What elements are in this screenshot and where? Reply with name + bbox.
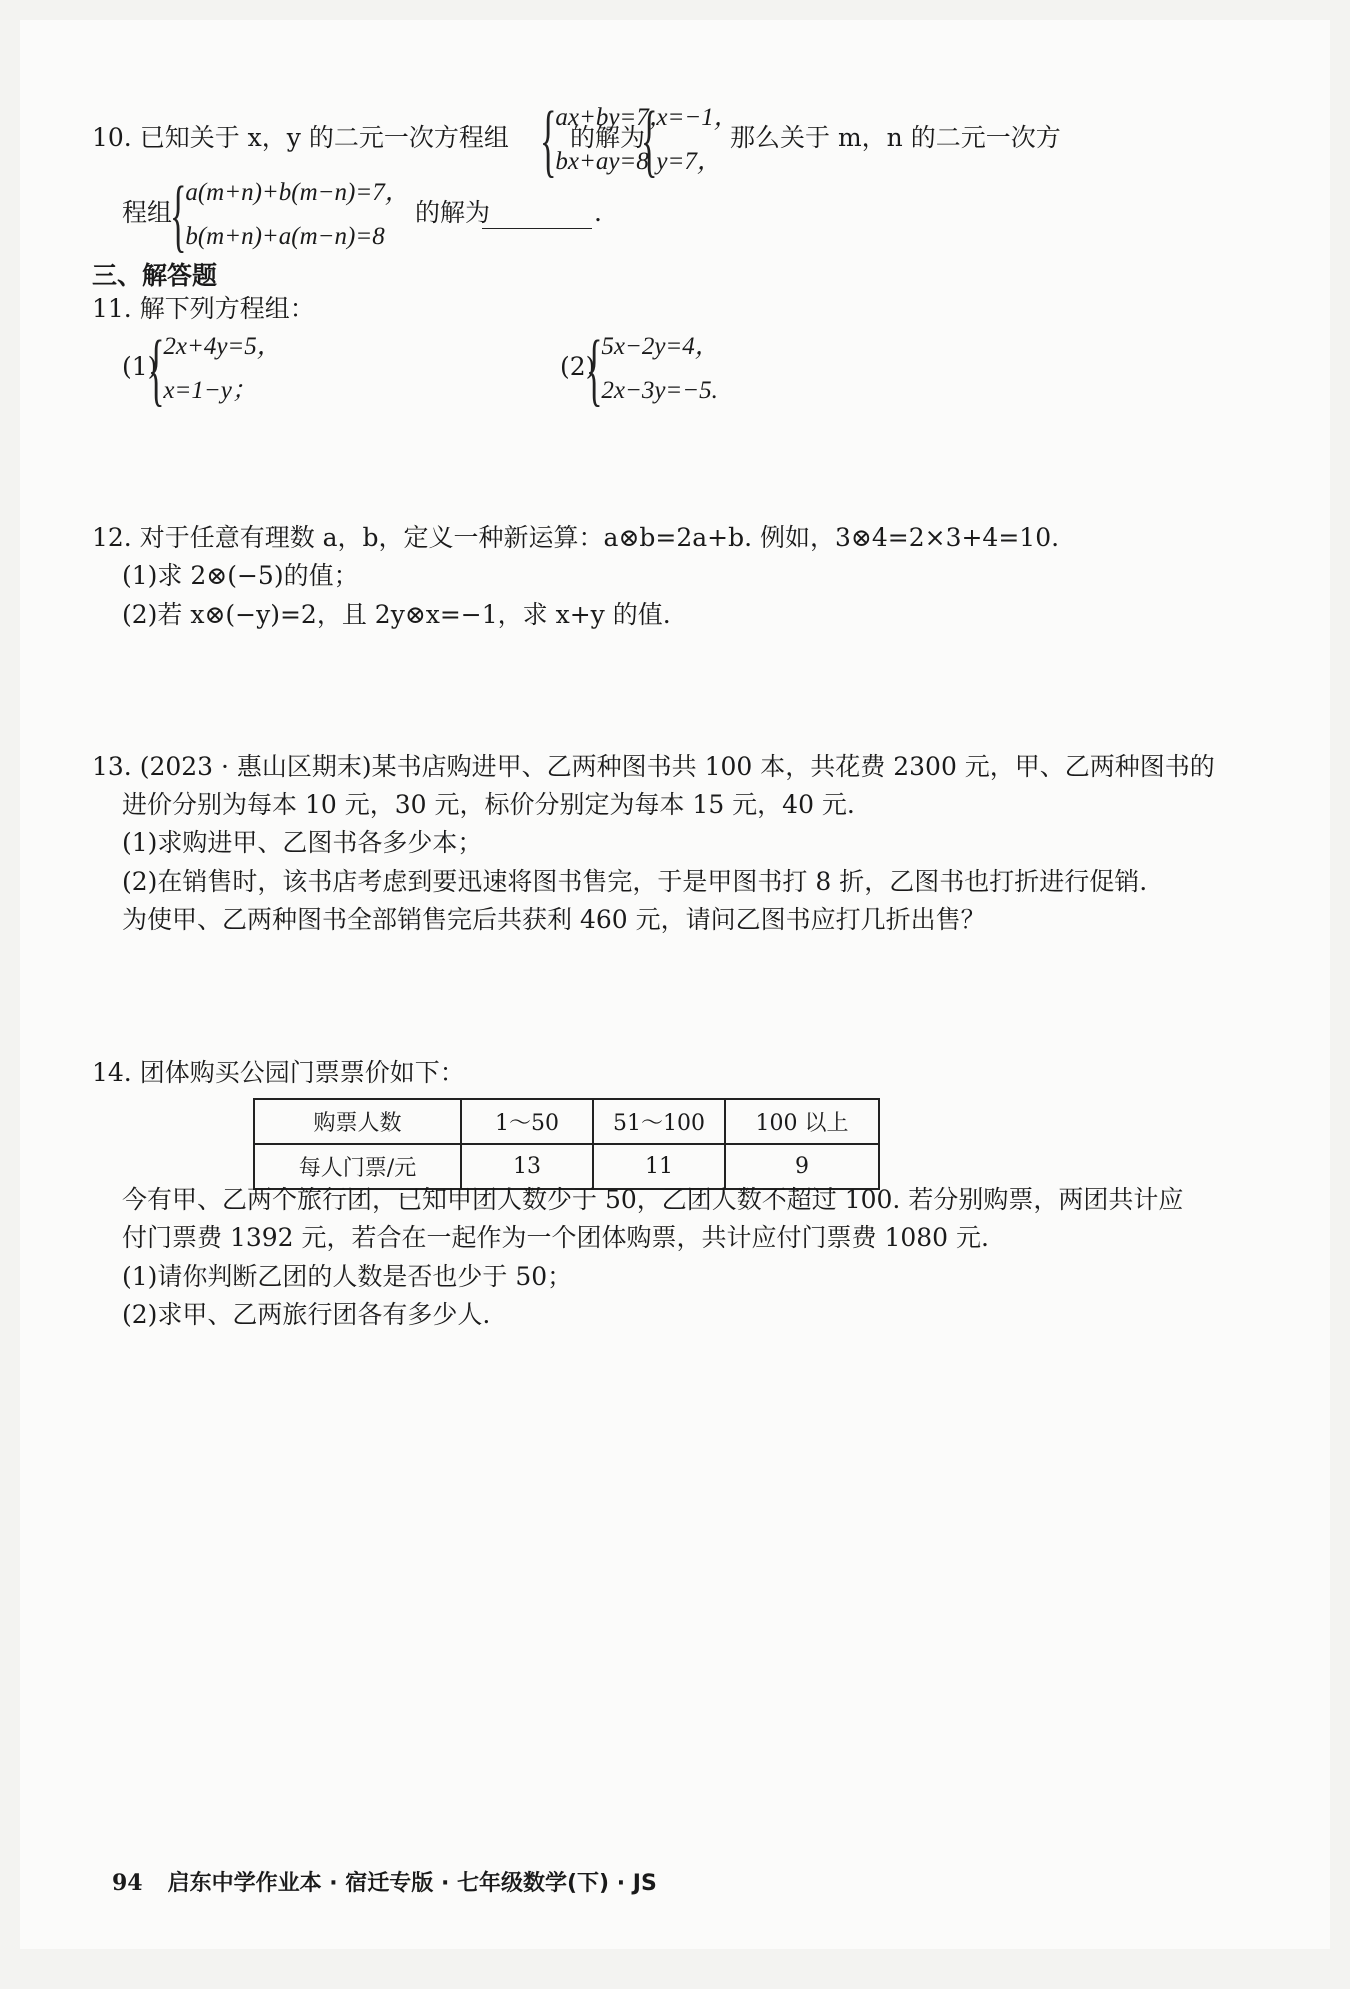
q10-system-3	[170, 171, 410, 259]
q13-part1: (1)求购进甲、乙图书各多少本；	[122, 828, 483, 857]
q11-stem: 11. 解下列方程组：	[92, 294, 315, 323]
q10-line2-suffix: 的解为	[415, 198, 491, 227]
q10-prefix: 10. 已知关于 x，y 的二元一次方程组	[92, 123, 509, 152]
q11-part1-system	[148, 325, 282, 413]
q13-line2: 进价分别为每本 10 元，30 元，标价分别定为每本 15 元，40 元.	[122, 790, 855, 819]
brace-icon: {	[586, 323, 603, 414]
q10-mid: 的解为	[570, 123, 646, 152]
equation: 2x+4y=5，	[163, 333, 282, 360]
brace-icon: {	[170, 169, 187, 260]
equation: b(m+n)+a(m−n)=8	[185, 223, 385, 250]
q10-line2-prefix: 程组	[122, 198, 173, 227]
q10-system-2	[641, 96, 739, 184]
q12-part2: (2)若 x⊗(−y)=2，且 2y⊗x=−1，求 x+y 的值.	[122, 600, 671, 629]
page-footer	[112, 1866, 657, 1897]
q10-suffix: 那么关于 m，n 的二元一次方	[730, 123, 1061, 152]
page-number: 94	[112, 1870, 143, 1896]
q11-part2-system	[586, 325, 720, 413]
table-row	[254, 1099, 879, 1144]
equation: y=7，	[656, 148, 722, 175]
q13-line1: 13. (2023 · 惠山区期末)某书店购进甲、乙两种图书共 100 本，共花费 2300 元，甲、乙两种图书的	[92, 752, 1215, 781]
equation: x=−1，	[656, 104, 739, 131]
q11-part2-label: (2)	[560, 352, 596, 381]
table-cell: 11	[593, 1144, 725, 1189]
table-cell: 13	[461, 1144, 593, 1189]
table-cell: 9	[725, 1144, 879, 1189]
book-series-title: 启东中学作业本 · 宿迁专版 · 七年级数学(下) · JS	[167, 1871, 657, 1896]
answer-blank[interactable]	[482, 200, 592, 229]
table-row	[254, 1144, 879, 1189]
equation: 5x−2y=4，	[601, 333, 720, 360]
q14-line1: 今有甲、乙两个旅行团，已知甲团人数少于 50，乙团人数不超过 100. 若分别购票，两团共计应	[122, 1185, 1184, 1214]
table-cell: 1～50	[461, 1099, 593, 1144]
ticket-price-table	[253, 1098, 880, 1190]
table-cell: 购票人数	[254, 1099, 461, 1144]
q13-part2-line2: 为使甲、乙两种图书全部销售完后共获利 460 元，请问乙图书应打几折出售？	[122, 905, 986, 934]
q12-stem: 12. 对于任意有理数 a，b，定义一种新运算：a⊗b=2a+b. 例如，3⊗4=2×3+4=10.	[92, 523, 1060, 552]
table-cell: 100 以上	[725, 1099, 879, 1144]
q11-part1-label: (1)	[122, 352, 158, 381]
section-heading: 三、解答题	[92, 261, 218, 290]
brace-icon: {	[148, 323, 165, 414]
q12-part1: (1)求 2⊗(−5)的值；	[122, 561, 359, 590]
equation: ax+by=7，	[555, 104, 674, 131]
worksheet-page	[20, 20, 1330, 1949]
q13-part2-line1: (2)在销售时，该书店考虑到要迅速将图书售完，于是甲图书打 8 折，乙图书也打折进行促销.	[122, 867, 1148, 896]
q14-part2: (2)求甲、乙两旅行团各有多少人.	[122, 1300, 491, 1329]
equation: 2x−3y=−5.	[601, 377, 718, 404]
brace-icon: {	[540, 94, 557, 185]
table-cell: 51～100	[593, 1099, 725, 1144]
q14-line2: 付门票费 1392 元，若合在一起作为一个团体购票，共计应付门票费 1080 元.	[122, 1223, 989, 1252]
equation: a(m+n)+b(m−n)=7，	[185, 179, 410, 206]
equation: x=1−y；	[163, 377, 257, 404]
brace-icon: {	[641, 94, 658, 185]
q14-stem: 14. 团体购买公园门票票价如下：	[92, 1058, 465, 1087]
table-cell: 每人门票/元	[254, 1144, 461, 1189]
q10-end: .	[594, 198, 602, 227]
equation: bx+ay=8	[555, 148, 649, 175]
q14-part1: (1)请你判断乙团的人数是否也少于 50；	[122, 1262, 573, 1291]
